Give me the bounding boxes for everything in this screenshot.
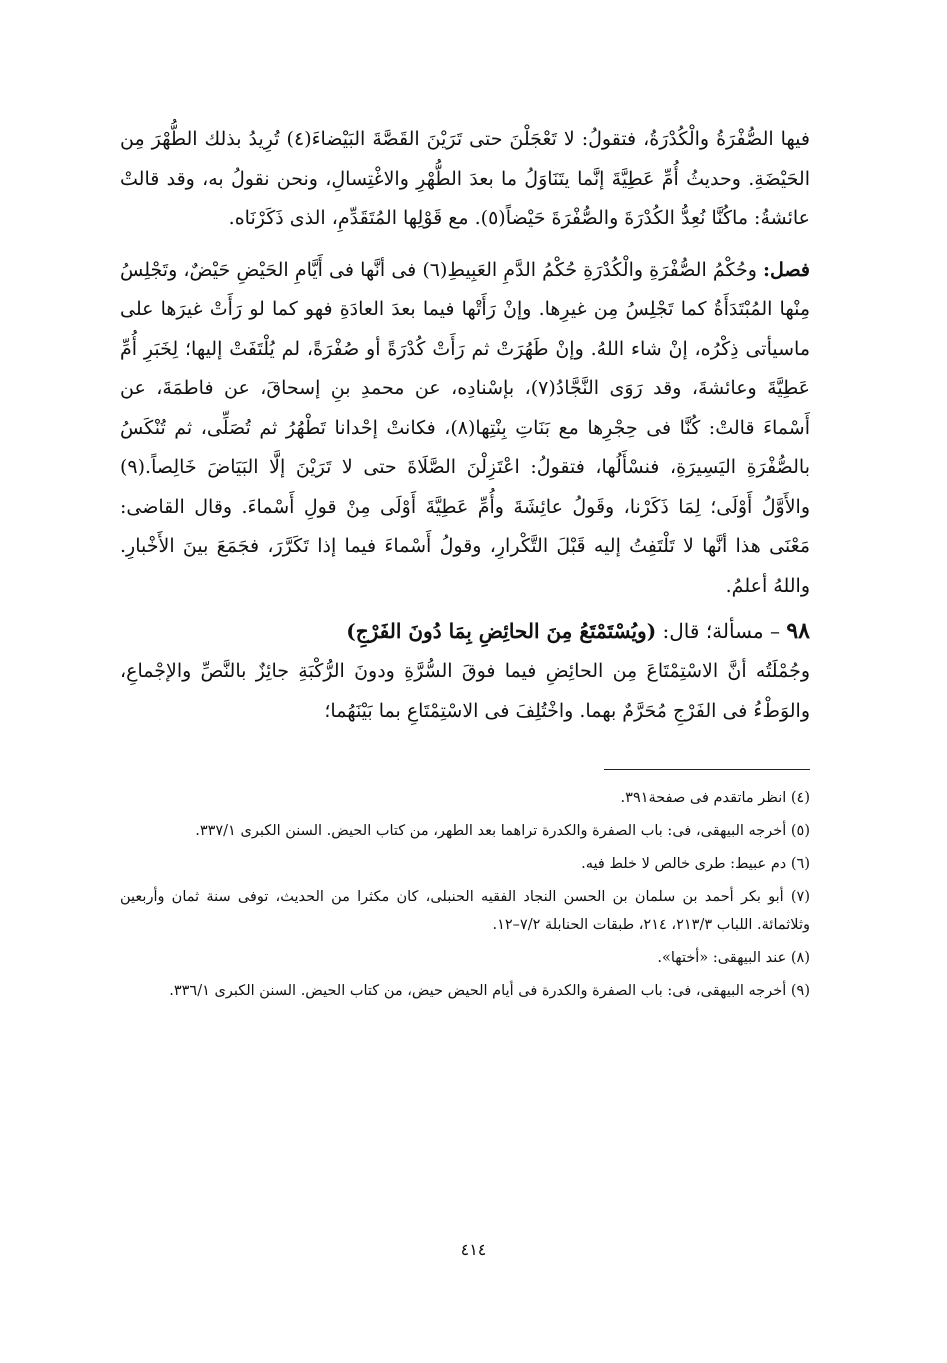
masala-quote: (ويُسْتَمْتَعُ مِنَ الحائِضِ بِمَا دُونَ الفَرْجِ): [346, 619, 657, 643]
footnote-4: (٤) انظر ماتقدم فى صفحة٣٩١.: [620, 790, 810, 806]
footnotes: [120, 784, 810, 1005]
masala-label: – مسألة؛ قال:: [662, 619, 780, 643]
footnote-5: (٥) أخرجه البيهقى، فى: باب الصفرة والكدرة تراهما بعد الطهر، من كتاب الحيض. السنن الكبرى ٣٣٧/١.: [195, 823, 810, 839]
fasl-text: وحُكْمُ الصُّفْرَةِ والْكُدْرَةِ حُكْمُ الدَّمِ العَبِيطِ(٦) فى أنَّها فى أَيَّامِ الحَيْضِ حَيْضٌ، وتَجْلِسُ مِنْها المُبْتَدَأَةُ كما تَجْلِسُ مِن غيرِها. وإنْ رَأَتْها فيما بعدَ العادَةِ فهو كما لو رَأَتْ غيرَها على ماسيأتى ذِكْرُه، إنْ شاء اللهُ. وإنْ طَهُرَتْ ثم رَأَتْ كُدْرَةً أو صُفْرَةً، لم يُلْتَفَتْ إليها؛ لِخَبَرِ أُمِّ عَطِيَّةَ وعائشةَ، وقد رَوَى النَّجَّادُ(٧)، بإسْنادِه، عن محمدِ بنِ إسحاقَ، عن فاطمَةَ، عن أَسْماءَ قالتْ: كُنَّا فى حِجْرِها مع بَنَاتِ بِنْتِها(٨)، فكانتْ إحْدانا تَطْهُرُ ثم تُصَلِّى، ثم تُنْكَسُ بالصُّفْرَةِ اليَسِيرَةِ، فنسْأَلُها، فتقولُ: اعْتَزِلْنَ الصَّلَاةَ حتى لا تَرَيْنَ إلَّا البَيَاضَ خَالِصاً.(٩) والأَوَّلُ أَوْلَى؛ لِمَا ذَكَرْنا، وقَولُ عائِشَةَ وأُمِّ عَطِيَّةَ أَوْلَى مِنْ قولِ أَسْماءَ. وقال القاضى: مَعْنَى هذا أنَّها لا تَلْتَفِتُ إليه قَبْلَ التَّكْرارِ، وقولُ أَسْماءَ فيما إذا تَكَرَّرَ، فجَمَعَ بينَ الأَخْبارِ. واللهُ أعلمُ.: [120, 258, 810, 597]
paragraph-explanation: وجُمْلَتُه أنَّ الاسْتِمْتَاعَ مِن الحائِضِ فيما فوقَ السُّرَّةِ ودونَ الرُّكْبَةِ جائِزٌ بالنَّصِّ والإجْماعِ، والوَطْءُ فى الفَرْجِ مُحَرَّمٌ بهما. واخْتُلِفَ فى الاسْتِمْتَاعِ بما بَيْنَهُما؛: [120, 660, 810, 722]
fasl-label: فصل:: [763, 258, 811, 281]
paragraph-continuation: فيها الصُّفْرَةُ والْكُدْرَةُ، فتقولُ: لا تَعْجَلْنَ حتى تَرَيْنَ القَصَّةَ البَيْضاءَ(٤) تُرِيدُ بذلك الطُّهْرَ مِن الحَيْضَةِ. وحديثُ أُمِّ عَطِيَّةَ إنَّما يتَنَاوَلُ ما بعدَ الطُّهْرِ والاغْتِسالِ، ونحن نقولُ به، وقد قالتْ عائشةُ: ماكُنَّا نُعِدُّ الكُدْرَةَ والصُّفْرَةَ حَيْضاً(٥). مع قَوْلِها المُتَقَدِّمِ، الذى ذَكَرْنَاه.: [120, 128, 811, 229]
page-number: ٤١٤: [460, 1240, 487, 1259]
footnote-6: (٦) دم عبيط: طرى خالص لا خلط فيه.: [581, 856, 810, 872]
paragraph-fasl: [120, 251, 810, 607]
footnote-7: (٧) أبو بكر أحمد بن سلمان بن الحسن النجاد الفقيه الحنبلى، كان مكثرا من الحديث، توفى سنة ثمان وأربعين وثلاثمائة. اللباب ٢١٣/٣، ٢١٤، طبقات الحنابلة ٧/٢–١٢.: [120, 889, 810, 933]
masala-number: ٩٨: [786, 618, 810, 644]
footnote-separator: [604, 769, 810, 770]
page-body: [120, 120, 810, 1010]
footnote-8: (٨) عند البيهقى: «أختها».: [657, 950, 810, 966]
masala-heading: [120, 610, 810, 652]
footnote-9: (٩) أخرجه البيهقى، فى: باب الصفرة والكدرة فى أيام الحيض حيض، من كتاب الحيض. السنن الكبرى ٣٣٦/١.: [169, 983, 810, 999]
